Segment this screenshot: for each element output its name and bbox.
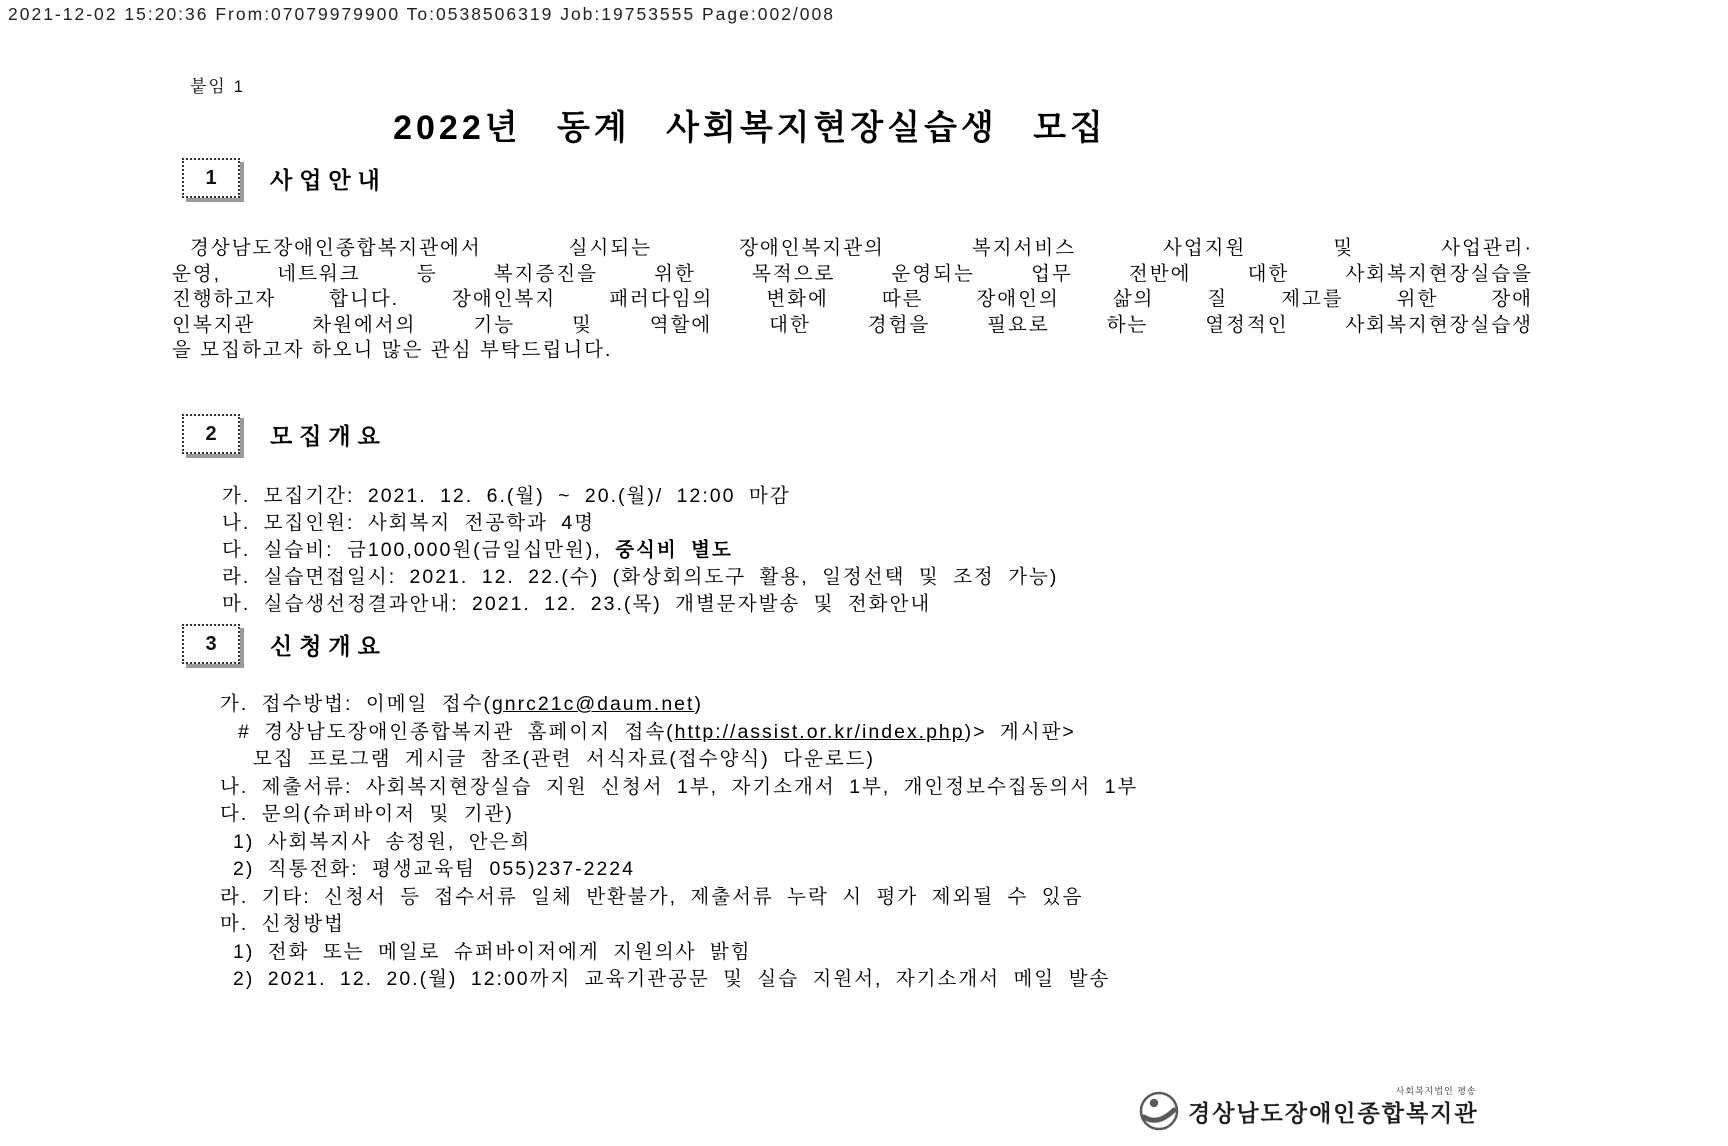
email-text: gnrc21c@daum.net <box>491 693 695 715</box>
section-1-number-box: 1 <box>182 158 240 198</box>
list-item: 2) 직통전화: 평생교육팀 055)237-2224 <box>233 858 635 880</box>
section-1-heading: 사업안내 <box>270 166 387 193</box>
organization-emblem-icon <box>1138 1090 1180 1132</box>
list-item: 1) 전화 또는 메일로 슈퍼바이저에게 지원의사 밝힘 <box>233 940 752 963</box>
list-item: 나. 제출서류: 사회복지현장실습 지원 신청서 1부, 자기소개서 1부, 개인정보수집동의서 1부 <box>220 775 1139 798</box>
list-item: 마. 신청방법 <box>220 913 346 935</box>
intro-line: 을 모집하고자 하오니 많은 관심 부탁드립니다. <box>172 339 613 361</box>
organization-name: 경상남도장애인종합복지관 <box>1188 1099 1479 1126</box>
section-3-header <box>182 624 387 664</box>
document-title: 2022년 동계 사회복지현장실습생 모집 <box>393 109 1107 147</box>
list-item: 마. 실습생선정결과안내: 2021. 12. 23.(목) 개별문자발송 및 전화안내 <box>222 593 932 615</box>
section-2-number-box: 2 <box>182 414 240 454</box>
organization-small-text: 사회복지법인 평송 <box>1395 1085 1477 1096</box>
section-1-header <box>182 158 387 198</box>
list-item: 다. 실습비: 금100,000원(금일십만원), 중식비 별도 <box>222 539 733 561</box>
list-item: 1) 사회복지사 송정원, 안은희 <box>233 830 532 853</box>
list-item: 가. 접수방법: 이메일 접수(gnrc21c@daum.net) <box>220 693 703 715</box>
list-item: 2) 2021. 12. 20.(월) 12:00까지 교육기관공문 및 실습 지원서, 자기소개서 메일 발송 <box>233 968 1111 990</box>
list-item: # 경상남도장애인종합복지관 홈페이지 접속(http://assist.or.kr/index.php)> 게시판> <box>238 720 1076 743</box>
section-3-heading: 신청개요 <box>270 632 387 659</box>
recruit-overview-list <box>222 483 1058 618</box>
footer-organization <box>1138 1085 1479 1132</box>
list-item: 라. 실습면접일시: 2021. 12. 22.(수) (화상회의도구 활용, 일정선택 및 조정 가능) <box>222 566 1059 588</box>
section-2-heading: 모집개요 <box>270 422 387 449</box>
bold-text: 중식비 별도 <box>615 539 733 561</box>
intro-line: 인복지관 차원에서의 기능 및 역할에 대한 경험을 필요로 하는 열정적인 사회복지현장실습생 <box>172 313 1533 336</box>
list-item: 가. 모집기간: 2021. 12. 6.(월) ~ 20.(월)/ 12:00 마감 <box>222 485 791 507</box>
intro-line: 경상남도장애인종합복지관에서 실시되는 장애인복지관의 복지서비스 사업지원 및 사업관리· <box>190 237 1533 259</box>
list-item: 나. 모집인원: 사회복지 전공학과 4명 <box>222 512 596 534</box>
intro-line: 운영, 네트워크 등 복지증진을 위한 목적으로 운영되는 업무 전반에 대한 사회복지현장실습을 <box>172 262 1533 285</box>
list-item: 라. 기타: 신청서 등 접수서류 일체 반환불가, 제출서류 누락 시 평가 제외될 수 있음 <box>220 885 1084 908</box>
intro-line: 진행하고자 합니다. 장애인복지 패러다임의 변화에 따른 장애인의 삶의 질 제고를 위한 장애 <box>172 288 1533 310</box>
section-2-header <box>182 414 387 454</box>
fax-transmission-header: 2021-12-02 15:20:36 From:07079979900 To:0538506319 Job:19753555 Page:002/008 <box>8 4 835 24</box>
list-item: 다. 문의(슈퍼바이저 및 기관) <box>220 803 514 825</box>
list-item: 모집 프로그램 게시글 참조(관련 서식자료(접수양식) 다운로드) <box>253 748 875 770</box>
organization-name-wrap <box>1188 1085 1479 1128</box>
attachment-label: 붙임 1 <box>190 77 246 96</box>
intro-paragraph <box>172 236 1533 364</box>
section-3-number-box: 3 <box>182 624 240 664</box>
apply-overview-list <box>220 691 1138 994</box>
url-text: http://assist.or.kr/index.php <box>674 720 965 743</box>
